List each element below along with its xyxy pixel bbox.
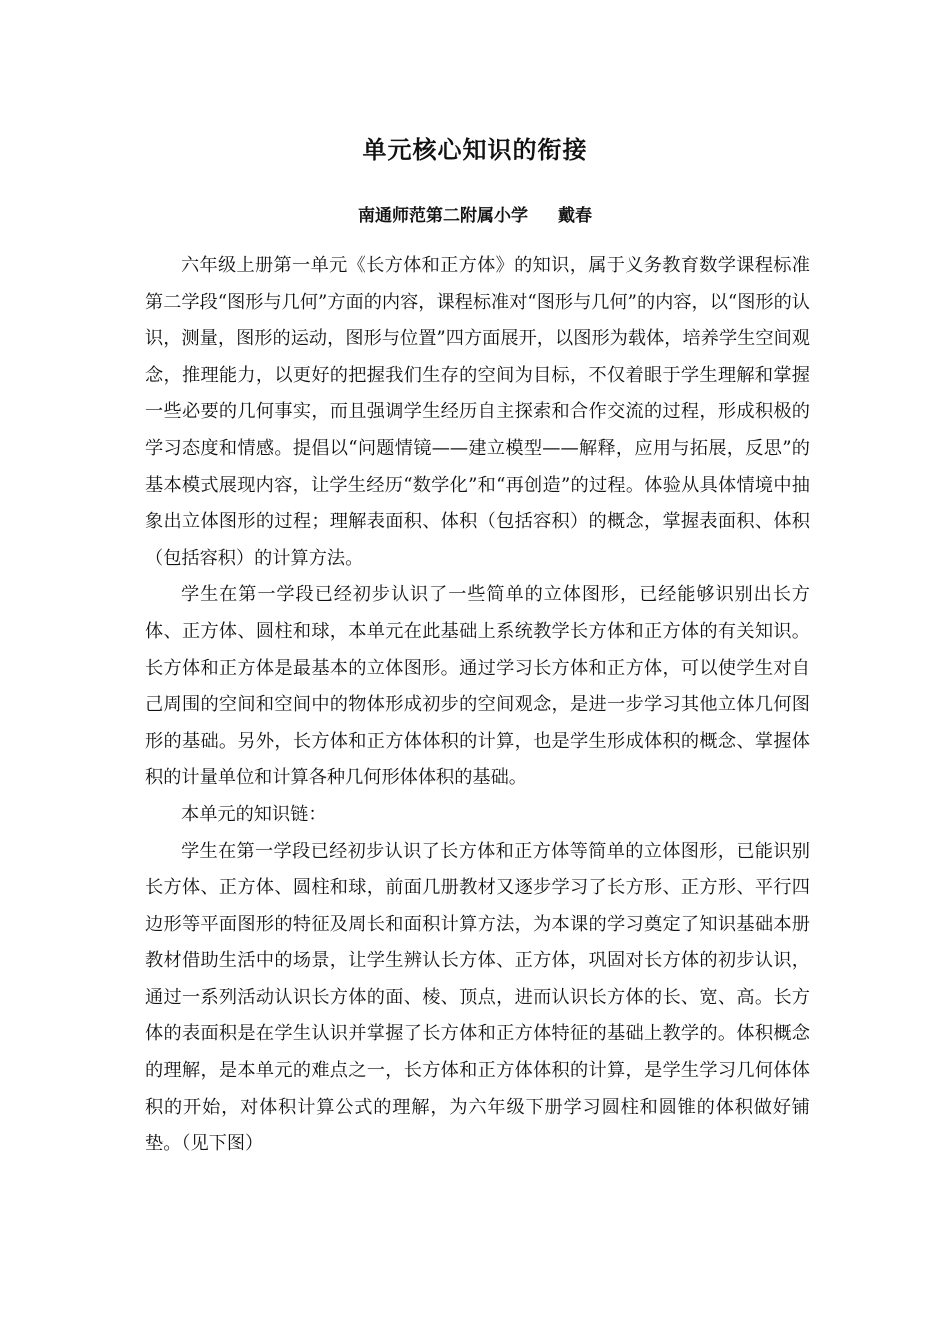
author-name: 戴春: [558, 206, 592, 226]
author-school: 南通师范第二附属小学: [358, 206, 528, 226]
document-title: 单元核心知识的衔接: [362, 136, 588, 164]
paragraph-3: 本单元的知识链：: [181, 803, 327, 825]
paragraph-2: 学生在第一学段已经初步认识了一些简单的立体图形，已经能够识别出长方体、正方体、圆柱和球，本单元在此基础上系统教学长方体和正方体的有关知识。长方体和正方体是最基本的立体图形。通过学习长方体和正方体，可以使学生对自己周围的空间和空间中的物体形成初步的空间观念，是进一步学习其他立体几何图形的基础。另外，长方体和正方体体积的计算，也是学生形成体积的概念、掌握体积的计量单位和计算各种几何形体体积的基础。: [145, 584, 810, 789]
author-line: [0, 202, 950, 230]
document-body: [145, 248, 810, 1163]
paragraph-4: 学生在第一学段已经初步认识了长方体和正方体等简单的立体图形，已能识别长方体、正方体、圆柱和球，前面几册教材又逐步学习了长方形、正方形、平行四边形等平面图形的特征及周长和面积计算方法，为本课的学习奠定了知识基础本册教材借助生活中的场景，让学生辨认长方体、正方体，巩固对长方体的初步认识，通过一系列活动认识长方体的面、棱、顶点，进而认识长方体的长、宽、高。长方体的表面积是在学生认识并掌握了长方体和正方体特征的基础上教学的。体积概念的理解，是本单元的难点之一，长方体和正方体体积的计算，是学生学习几何体体积的开始，对体积计算公式的理解，为六年级下册学习圆柱和圆锥的体积做好铺垫。（见下图）: [145, 840, 810, 1155]
paragraph-1: 六年级上册第一单元《长方体和正方体》的知识，属于义务教育数学课程标准第二学段“图形与几何”方面的内容，课程标准对“图形与几何”的内容，以“图形的认识，测量，图形的运动，图形与位置”四方面展开，以图形为载体，培养学生空间观念，推理能力，以更好的把握我们生存的空间为目标，不仅着眼于学生理解和掌握一些必要的几何事实，而且强调学生经历自主探索和合作交流的过程，形成积极的学习态度和情感。提倡以“问题情镜——建立模型——解释，应用与拓展，反思”的基本模式展现内容，让学生经历“数学化”和“再创造”的过程。体验从具体情境中抽象出立体图形的过程；理解表面积、体积（包括容积）的概念，掌握表面积、体积（包括容积）的计算方法。: [145, 255, 810, 569]
